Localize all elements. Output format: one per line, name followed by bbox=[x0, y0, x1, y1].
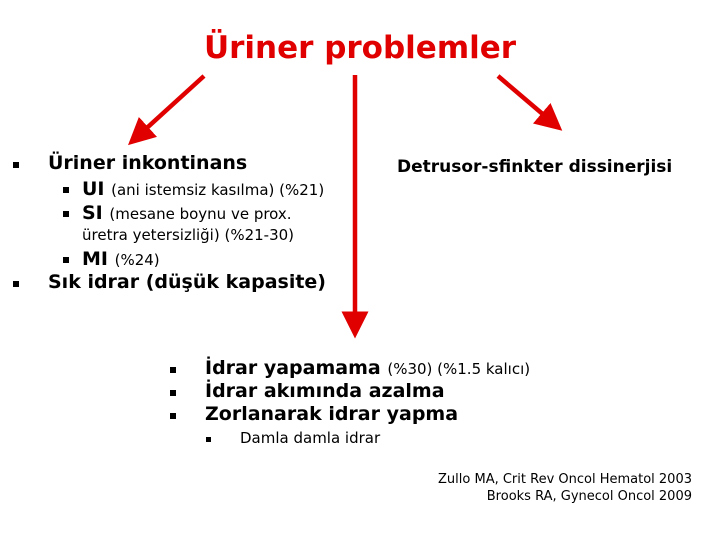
item-mi-detail: (%24) bbox=[114, 251, 160, 269]
item-si-detail-cont: üretra yetersizliği) (%21-30) bbox=[82, 226, 295, 244]
item-ui bbox=[82, 178, 324, 200]
item-retention bbox=[205, 357, 530, 379]
bullet bbox=[13, 281, 19, 287]
bullet bbox=[63, 257, 69, 263]
heading-detrusor-sphincter: Detrusor-sfinkter dissinerjisi bbox=[397, 157, 673, 177]
item-si-bold: SI bbox=[82, 202, 103, 224]
item-ui-bold: UI bbox=[82, 178, 105, 200]
bullet bbox=[206, 437, 211, 442]
heading-frequent-urination: Sık idrar (düşük kapasite) bbox=[48, 271, 326, 293]
item-si-detail: (mesane boynu ve prox. bbox=[109, 205, 292, 223]
reference-2: Brooks RA, Gynecol Oncol 2009 bbox=[486, 489, 692, 504]
item-mi-bold: MI bbox=[82, 248, 108, 270]
item-ui-detail: (ani istemsiz kasılma) (%21) bbox=[111, 181, 325, 199]
arrow-left bbox=[138, 76, 204, 136]
bullet bbox=[63, 211, 69, 217]
heading-urinary-incontinence: Üriner inkontinans bbox=[48, 152, 248, 174]
item-straining: Zorlanarak idrar yapma bbox=[205, 403, 459, 425]
bullet bbox=[170, 390, 176, 396]
item-mi bbox=[82, 248, 160, 270]
bullet bbox=[13, 162, 19, 168]
item-retention-detail: (%30) (%1.5 kalıcı) bbox=[387, 360, 531, 378]
item-retention-bold: İdrar yapamama bbox=[205, 357, 381, 379]
bullet bbox=[170, 413, 176, 419]
item-reduced-flow: İdrar akımında azalma bbox=[205, 380, 445, 402]
item-dribbling: Damla damla idrar bbox=[240, 429, 381, 447]
arrow-right bbox=[498, 76, 552, 122]
reference-1: Zullo MA, Crit Rev Oncol Hematol 2003 bbox=[438, 472, 692, 487]
bullet bbox=[170, 367, 176, 373]
item-si bbox=[82, 202, 292, 224]
bullet bbox=[63, 187, 69, 193]
slide-title: Üriner problemler bbox=[203, 30, 517, 66]
